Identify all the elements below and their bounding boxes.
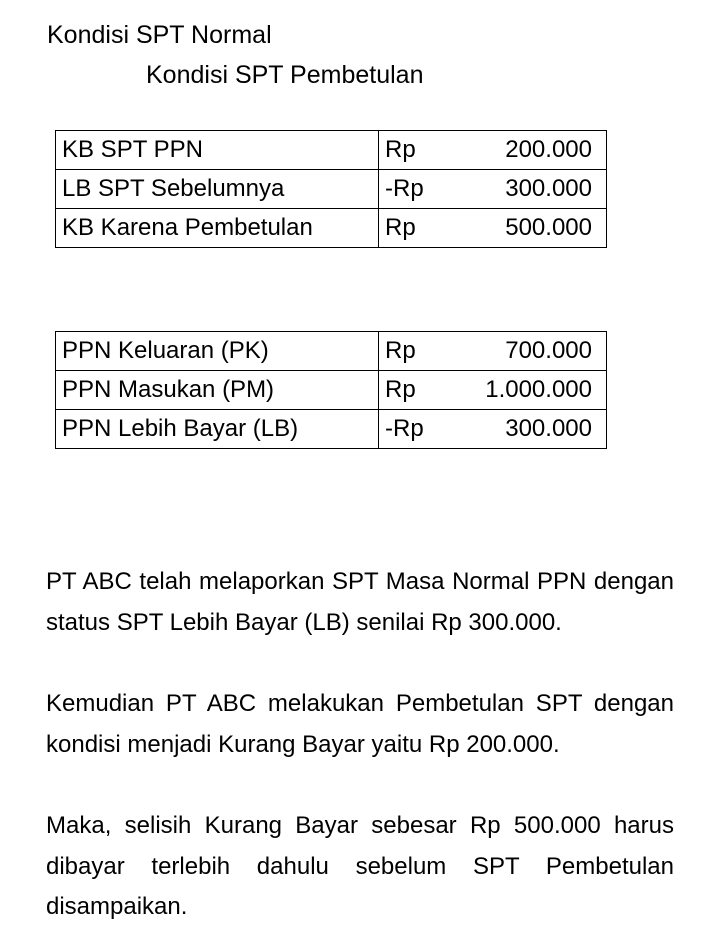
row-label: PPN Lebih Bayar (LB) — [56, 410, 379, 449]
paragraph-pembetulan: Kemudian PT ABC melakukan Pembetulan SPT dengan kondisi menjadi Kurang Bayar yaitu Rp 200.000. — [46, 690, 674, 758]
table-row — [56, 410, 607, 449]
row-currency: Rp — [379, 371, 440, 410]
paragraph-selisih: Maka, selisih Kurang Bayar sebesar Rp 500.000 harus dibayar terlebih dahulu sebelum SPT Pembetulan disampaikan. — [46, 812, 674, 920]
table-kb-pembetulan — [55, 130, 607, 248]
table-row — [56, 131, 607, 170]
row-label: KB SPT PPN — [56, 131, 379, 170]
table-row — [56, 170, 607, 209]
heading-spt-normal: Kondisi SPT Normal — [47, 21, 272, 49]
row-label: LB SPT Sebelumnya — [56, 170, 379, 209]
row-amount: 200.000 — [439, 131, 607, 170]
row-currency: Rp — [379, 332, 440, 371]
table-row — [56, 371, 607, 410]
table-row — [56, 209, 607, 248]
row-currency: -Rp — [379, 410, 440, 449]
row-label: PPN Masukan (PM) — [56, 371, 379, 410]
row-currency: Rp — [379, 209, 440, 248]
row-label: PPN Keluaran (PK) — [56, 332, 379, 371]
row-amount: 1.000.000 — [439, 371, 607, 410]
heading-spt-pembetulan: Kondisi SPT Pembetulan — [146, 61, 424, 89]
table-ppn-lebih-bayar — [55, 331, 607, 449]
row-currency: Rp — [379, 131, 440, 170]
row-label: KB Karena Pembetulan — [56, 209, 379, 248]
row-amount: 300.000 — [439, 410, 607, 449]
row-amount: 500.000 — [439, 209, 607, 248]
table-row — [56, 332, 607, 371]
row-amount: 300.000 — [439, 170, 607, 209]
row-currency: -Rp — [379, 170, 440, 209]
row-amount: 700.000 — [439, 332, 607, 371]
paragraph-spt-normal: PT ABC telah melaporkan SPT Masa Normal PPN dengan status SPT Lebih Bayar (LB) senilai Rp 300.000. — [46, 568, 674, 636]
